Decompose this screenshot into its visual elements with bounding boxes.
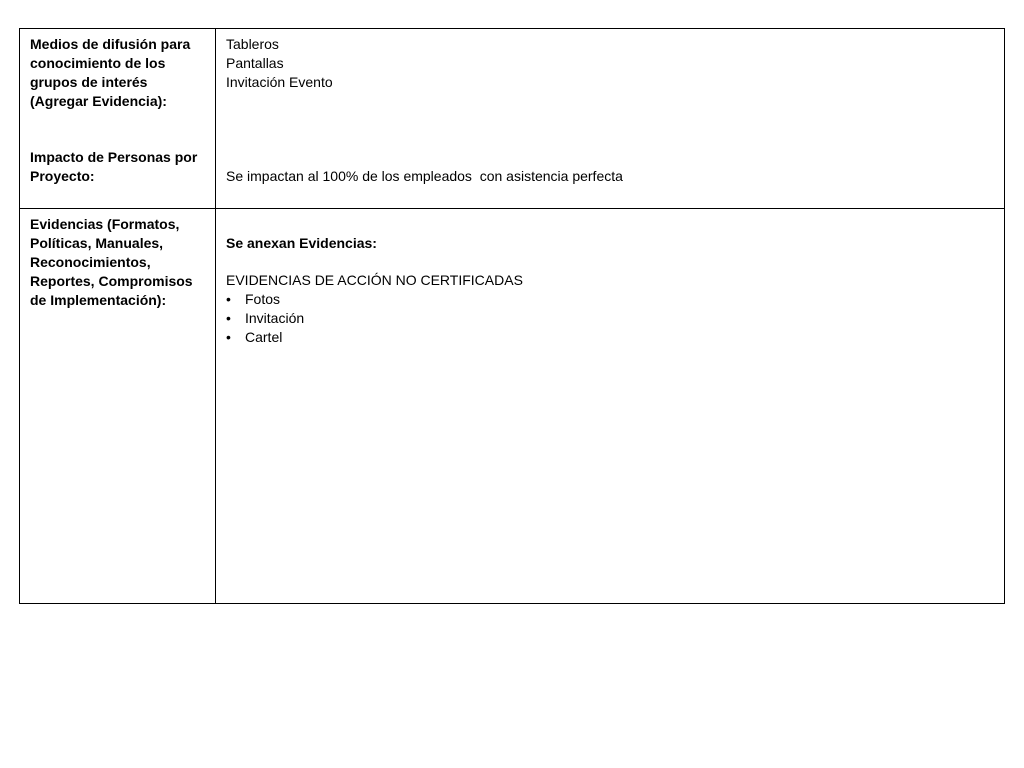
evidencias-heading: Se anexan Evidencias: <box>226 235 377 251</box>
list-item <box>226 290 996 309</box>
bullet-icon: • <box>226 310 231 326</box>
list-item-label: Fotos <box>245 291 281 307</box>
medios-item: Tableros <box>226 36 279 52</box>
row1-label-cell <box>20 29 215 208</box>
list-item-label: Invitación <box>245 310 305 326</box>
evidence-table <box>19 28 1005 604</box>
medios-item: Invitación Evento <box>226 74 333 90</box>
row1-value-cell <box>216 29 1004 208</box>
medios-item: Pantallas <box>226 55 284 71</box>
medios-label: Medios de difusión para conocimiento de los grupos de interés (Agregar Evidencia): <box>30 36 191 109</box>
table-row-medios-impacto <box>20 29 1004 209</box>
table-row-evidencias <box>20 209 1004 603</box>
impacto-label: Impacto de Personas por Proyecto: <box>30 149 198 184</box>
row2-label-cell <box>20 209 215 603</box>
list-item <box>226 328 996 347</box>
evidencias-subheading: EVIDENCIAS DE ACCIÓN NO CERTIFICADAS <box>226 272 523 288</box>
bullet-icon: • <box>226 291 231 307</box>
list-item <box>226 309 996 328</box>
evidencias-label: Evidencias (Formatos, Políticas, Manuales, Reconocimientos, Reportes, Compromisos de Implementación): <box>30 216 193 308</box>
impacto-text: Se impactan al 100% de los empleados con asistencia perfecta <box>226 168 623 184</box>
list-item-label: Cartel <box>245 329 283 345</box>
evidencias-list <box>226 290 996 347</box>
bullet-icon: • <box>226 329 231 345</box>
row2-value-cell <box>216 209 1004 603</box>
